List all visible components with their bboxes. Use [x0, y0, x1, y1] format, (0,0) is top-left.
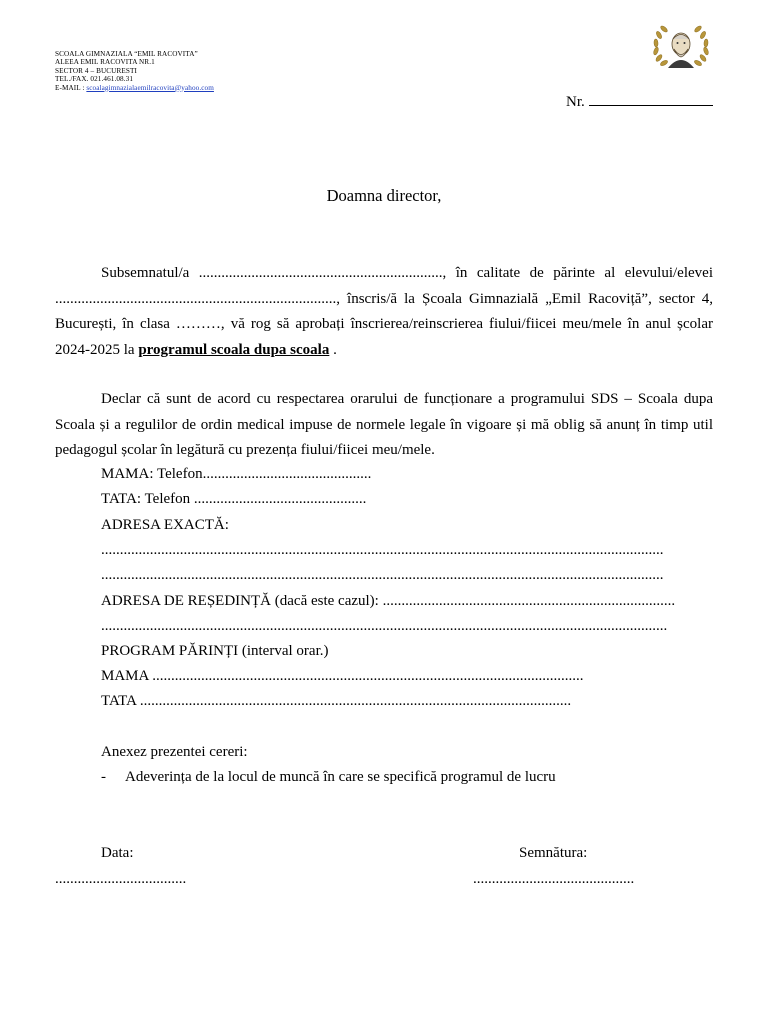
school-emblem-icon [650, 22, 712, 74]
email-label: E-MAIL : [55, 83, 87, 92]
program-tata-field[interactable]: TATA ................................................................................................................... [101, 693, 572, 709]
declaration-text: Declar că sunt de acord cu respectarea orarului de funcționare a programului SDS – Scoala dupa Scoala și a regulilor de ordin medical impuse de normele legale în vigoare și mă oblig să anunț în timp util pedagogul școlar în legătură cu prezența fiului/fiicei meu/mele. [55, 391, 713, 458]
address-line-1[interactable]: ...................................................................................................................................................... [101, 542, 664, 558]
signature-label: Semnătura: [519, 845, 588, 861]
request-paragraph [55, 261, 713, 363]
program-name: programul scoala dupa scoala [138, 341, 330, 358]
declaration-paragraph [55, 387, 713, 464]
attachment-text: Adeverința de la locul de muncă în care se specifică programul de lucru [125, 769, 556, 785]
school-email-row [55, 84, 214, 92]
nr-blank-line[interactable] [589, 92, 713, 106]
request-text-end: . [329, 341, 337, 358]
date-line[interactable]: ................................... [55, 871, 187, 887]
tata-phone-field[interactable]: TATA: Telefon .............................................. [101, 491, 367, 507]
program-mama-field[interactable]: MAMA ................................................................................................................... [101, 668, 584, 684]
mama-phone-field[interactable]: MAMA: Telefon............................................. [101, 466, 372, 482]
list-dash: - [101, 769, 106, 785]
request-text: Subsemnatul/a ................................................................., în calitate de părinte al elevului/elevei ..........................................................................., înscris/ă la Școala Gimnazială „Emil Racoviță”, sector 4, București, în clasa ………, vă rog să aprobați înscrierea/reinscrierea fiului/fiicei meu/mele în anul școlar 2024-2025 la [55, 265, 713, 358]
email-link[interactable]: scoalagimnazialaemilracovita@yahoo.com [86, 83, 214, 92]
school-phone: TEL./FAX. 021.461.08.31 [55, 75, 134, 84]
address-label: ADRESA EXACTĂ: [101, 517, 229, 533]
residence-field[interactable]: ADRESA DE REȘEDINȚĂ (dacă este cazul): .............................................................................. [101, 593, 676, 609]
residence-line[interactable]: ....................................................................................................................................................... [101, 618, 668, 634]
parent-program-label: PROGRAM PĂRINȚI (interval orar.) [101, 643, 329, 659]
registration-number [566, 92, 713, 111]
nr-label: Nr. [566, 94, 585, 110]
school-name: SCOALA GIMNAZIALA “EMIL RACOVITA” [55, 50, 198, 58]
school-sector: SECTOR 4 – BUCURESTI [55, 66, 137, 75]
school-address: ALEEA EMIL RACOVITA NR.1 [55, 58, 155, 67]
date-label: Data: [101, 845, 134, 861]
attachments-label: Anexez prezentei cereri: [101, 744, 248, 760]
salutation-title: Doamna director, [326, 186, 442, 205]
signature-line[interactable]: ........................................... [473, 871, 635, 887]
attachment-item [101, 769, 556, 786]
school-letterhead [55, 50, 214, 92]
address-line-2[interactable]: ...................................................................................................................................................... [101, 567, 664, 583]
